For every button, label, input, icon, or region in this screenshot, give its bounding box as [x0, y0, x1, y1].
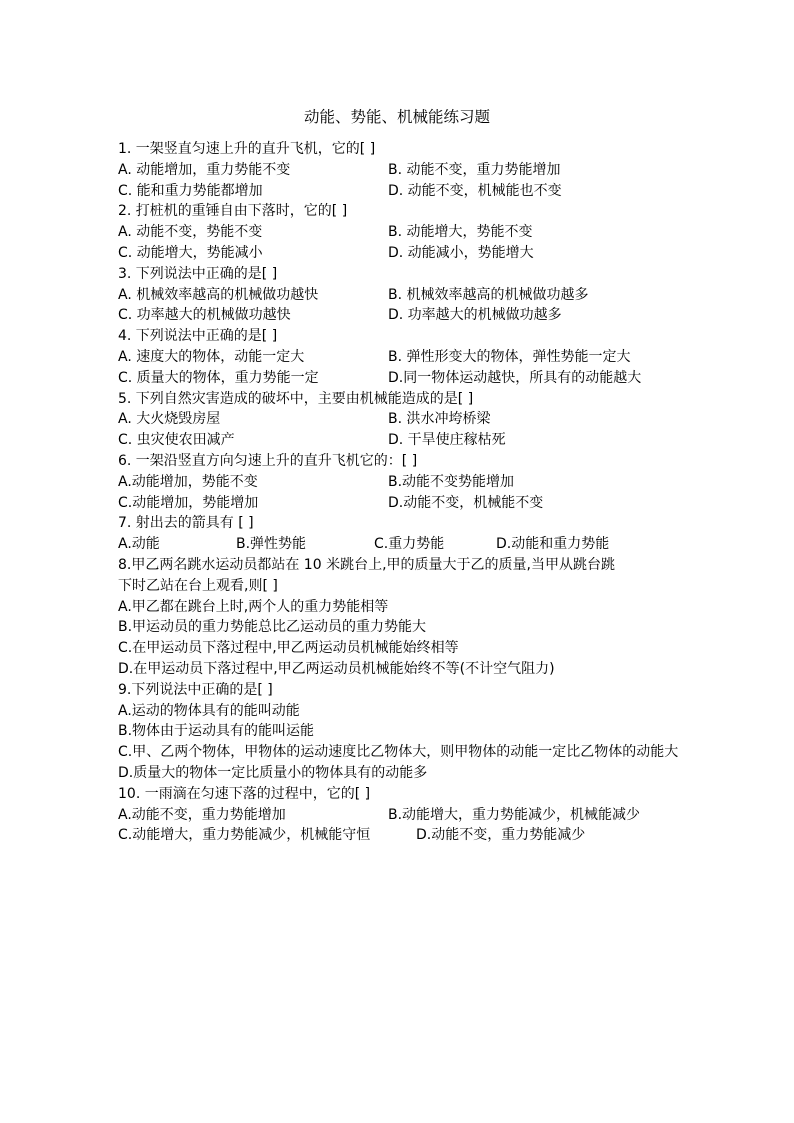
option-b: B.物体由于运动具有的能叫运能: [118, 723, 315, 740]
question-stem: 3. 下列说法中正确的是[ ]: [118, 265, 278, 282]
option-row: [118, 472, 680, 493]
option-a: A.运动的物体具有的能叫动能: [118, 702, 300, 719]
question-stem-line: 8.甲乙两名跳水运动员都站在 10 米跳台上,甲的质量大于乙的质量,当甲从跳台跳: [118, 556, 615, 573]
option-a: A.甲乙都在跳台上时,两个人的重力势能相等: [118, 598, 389, 615]
question-stem: 2. 打桩机的重锤自由下落时，它的[ ]: [118, 203, 348, 220]
option-c: C.动能增大，重力势能减少，机械能守恒: [118, 827, 371, 844]
option-b: B. 机械效率越高的机械做功越多: [388, 286, 589, 303]
option-row: [118, 181, 680, 202]
option-c: C. 功率越大的机械做功越快: [118, 307, 291, 324]
option-d: D. 功率越大的机械做功越多: [388, 307, 562, 324]
option-d: D.动能和重力势能: [496, 536, 610, 553]
option-a: A. 大火烧毁房屋: [118, 411, 221, 428]
option-b: B.甲运动员的重力势能总比乙运动员的重力势能大: [118, 619, 427, 636]
question-stem: 1. 一架竖直匀速上升的直升飞机，它的[ ]: [118, 141, 376, 157]
option-c: C.重力势能: [374, 536, 445, 553]
option-a: A. 速度大的物体，动能一定大: [118, 348, 305, 365]
option-c: C. 动能增大，势能减小: [118, 244, 263, 261]
option-c: C. 能和重力势能都增加: [118, 182, 263, 199]
option-b: B.动能不变势能增加: [388, 473, 515, 490]
option-c: C. 虫灾使农田减产: [118, 432, 235, 449]
question-stem: 6. 一架沿竖直方向匀速上升的直升飞机它的：[ ]: [118, 452, 418, 469]
option-row: [118, 222, 680, 243]
option-c: C.甲、乙两个物体，甲物体的运动速度比乙物体大，则甲物体的动能一定比乙物体的动能大: [118, 744, 679, 761]
option-row: [118, 430, 680, 451]
option-row: [118, 285, 680, 306]
option-a: A. 动能增加，重力势能不变: [118, 161, 291, 178]
option-d: D.质量大的物体一定比质量小的物体具有的动能多: [118, 764, 428, 781]
option-b: B.弹性势能: [236, 536, 307, 553]
option-d: D. 干旱使庄稼枯死: [388, 432, 506, 449]
question-stem: 7. 射出去的箭具有 [ ]: [118, 515, 254, 532]
option-b: B. 弹性形变大的物体，弹性势能一定大: [388, 348, 631, 365]
option-d: D. 动能不变，机械能也不变: [388, 182, 562, 199]
option-row: [118, 534, 680, 555]
option-a: A.动能增加，势能不变: [118, 473, 258, 490]
option-row: [118, 368, 680, 389]
option-row: [118, 243, 680, 264]
option-d: D. 动能减小，势能增大: [388, 244, 534, 261]
option-d: D.在甲运动员下落过程中,甲乙两运动员机械能始终不等(不计空气阻力): [118, 660, 555, 677]
option-c: C.动能增加，势能增加: [118, 494, 259, 511]
option-b: B. 动能增大，势能不变: [388, 224, 533, 241]
question-stem: 10. 一雨滴在匀速下落的过程中，它的[ ]: [118, 785, 371, 802]
option-row: [118, 347, 680, 368]
option-row: [118, 409, 680, 430]
option-d: D.动能不变，机械能不变: [388, 494, 544, 511]
option-a: A.动能不变，重力势能增加: [118, 806, 286, 823]
option-row: [118, 305, 680, 326]
option-a: A. 动能不变，势能不变: [118, 224, 263, 241]
option-c: C. 质量大的物体，重力势能一定: [118, 369, 319, 386]
option-a: A. 机械效率越高的机械做功越快: [118, 286, 319, 303]
option-row: [118, 805, 680, 826]
option-row: [118, 493, 680, 514]
option-a: A.动能: [118, 536, 160, 553]
option-b: B. 洪水冲垮桥梁: [388, 411, 491, 428]
question-stem-line: 下时乙站在台上观看,则[ ]: [118, 577, 278, 594]
option-d: D.动能不变，重力势能减少: [416, 827, 586, 844]
option-b: B. 动能不变，重力势能增加: [388, 161, 561, 178]
option-row: [118, 825, 680, 846]
option-b: B.动能增大，重力势能减少，机械能减少: [388, 806, 641, 823]
page-title: 动能、势能、机械能练习题: [303, 108, 490, 126]
question-list: [118, 139, 680, 846]
question-stem: 4. 下列说法中正确的是[ ]: [118, 328, 278, 345]
option-row: [118, 160, 680, 181]
question-stem: 9.下列说法中正确的是[ ]: [118, 681, 273, 698]
question-stem: 5. 下列自然灾害造成的破坏中，主要由机械能造成的是[ ]: [118, 390, 474, 407]
option-d: D.同一物体运动越快，所具有的动能越大: [388, 369, 642, 386]
option-c: C.在甲运动员下落过程中,甲乙两运动员机械能始终相等: [118, 640, 459, 657]
